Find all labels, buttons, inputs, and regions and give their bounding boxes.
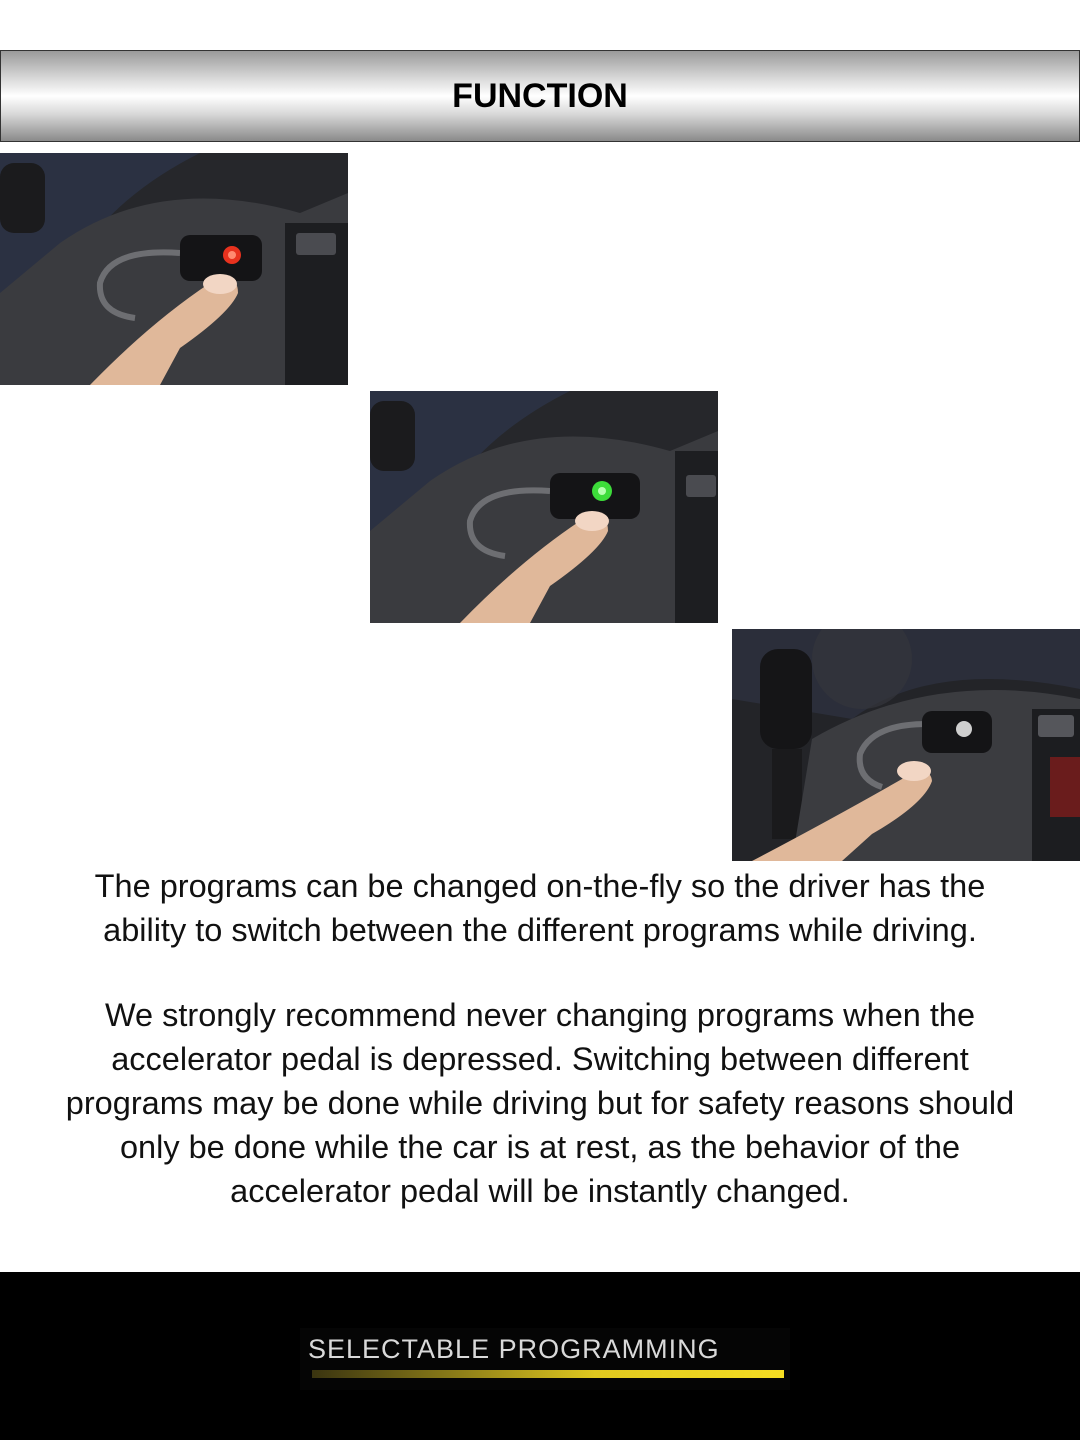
- page-title: FUNCTION: [452, 76, 628, 115]
- paragraph-safety-recommendation: [0, 993, 1080, 1213]
- paragraph-2-line-2: accelerator pedal is depressed. Switching between different: [111, 1041, 969, 1077]
- footer: [0, 1272, 1080, 1440]
- photo-button-off: [732, 629, 1080, 861]
- paragraph-2-line-3: programs may be done while driving but for safety reasons should: [65, 1085, 1015, 1121]
- paragraph-1-line-2: ability to switch between the different programs while driving.: [103, 912, 977, 948]
- photo-off-led-illustration: [732, 629, 1080, 861]
- photo-red-led-illustration: [0, 153, 348, 385]
- footer-brand-label: SELECTABLE PROGRAMMING: [308, 1334, 720, 1364]
- header-bar: [0, 50, 1080, 142]
- paragraph-2-line-1: We strongly recommend never changing programs when the: [104, 997, 976, 1033]
- paragraph-2-line-4: only be done while the car is at rest, as the behavior of the: [119, 1129, 961, 1165]
- photo-green-led-illustration: [370, 391, 718, 623]
- paragraph-on-the-fly: [0, 864, 1080, 952]
- paragraph-1-line-1: The programs can be changed on-the-fly so the driver has the: [94, 868, 986, 904]
- footer-brand-stripe: [312, 1370, 784, 1378]
- photo-button-green: [370, 391, 718, 623]
- paragraph-2-line-5: accelerator pedal will be instantly changed.: [230, 1173, 850, 1209]
- photo-button-red: [0, 153, 348, 385]
- footer-brand-logo: [300, 1328, 790, 1390]
